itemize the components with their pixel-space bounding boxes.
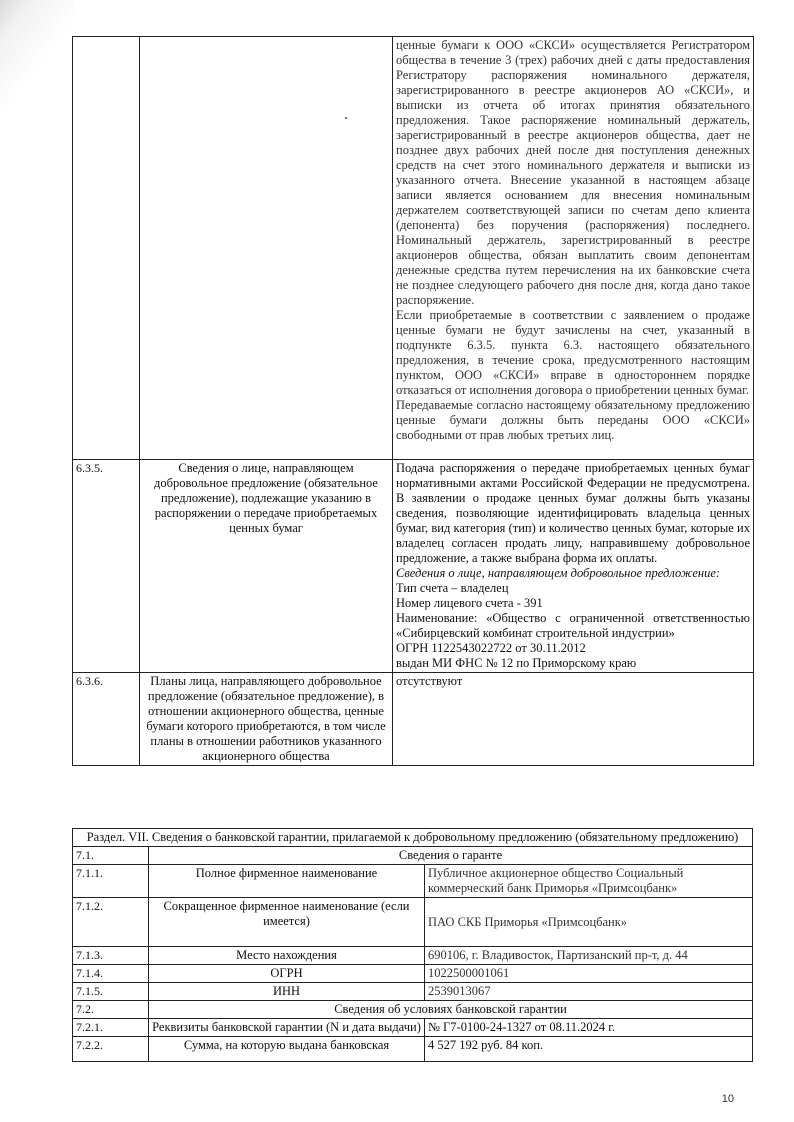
row-value: № Г7-0100-24-1327 от 08.11.2024 г. — [425, 1019, 753, 1037]
table-row — [73, 1019, 753, 1037]
row-number: 7.1.4. — [73, 965, 149, 983]
row-label: Сумма, на которую выдана банковская — [149, 1037, 425, 1062]
table-row — [73, 1037, 753, 1062]
table-row — [73, 673, 754, 766]
row-value: отсутствуют — [393, 673, 754, 766]
securities-terms-table — [72, 36, 754, 766]
section-title: Раздел. VII. Сведения о банковской гарантии, прилагаемой к добровольному предложению (обязательному предложению) — [73, 829, 753, 847]
row-number: 7.1.3. — [73, 947, 149, 965]
row-number: 7.2.1. — [73, 1019, 149, 1037]
continuation-label-cell — [140, 37, 393, 460]
row-label: Реквизиты банковской гарантии (N и дата выдачи) — [149, 1019, 425, 1037]
account-type: Тип счета – владелец — [396, 581, 509, 595]
subsection-heading: Сведения об условиях банковской гарантии — [149, 1001, 753, 1019]
row-value: 690106, г. Владивосток, Партизанский пр-т, д. 44 — [425, 947, 753, 965]
row-label: Сведения о лице, направляющем добровольное предложение (обязательное предложение), подлежащие указанию в распоряжении о передаче приобретаемых ценных бумаг — [140, 460, 393, 673]
row-label: ИНН — [149, 983, 425, 1001]
table-row — [73, 460, 754, 673]
continuation-paragraph-2: Если приобретаемые в соответствии с заявлением о продаже ценные бумаги не будут зачислены на счет, указанный в подпункте 6.3.5. пункта 6.3. настоящего обязательного предложения, в течение срока, предусмотренного настоящим пунктом, ООО «СКСИ» вправе в одностороннем порядке отказаться от исполнения договора о приобретении ценных бумаг. — [396, 308, 750, 397]
continuation-num-cell — [73, 37, 140, 460]
account-number: Номер лицевого счета - 391 — [396, 596, 543, 610]
row-label: Место нахождения — [149, 947, 425, 965]
row-number: 7.2. — [73, 1001, 149, 1019]
page-number: 10 — [721, 1093, 734, 1105]
table-row — [73, 947, 753, 965]
row-label: ОГРН — [149, 965, 425, 983]
row-label: Сокращенное фирменное наименование (если имеется) — [149, 898, 425, 947]
value-italic-heading: Сведения о лице, направляющем добровольное предложение: — [396, 566, 721, 580]
company-name: Наименование: «Общество с ограниченной ответственностью «Сибирцевский комбинат строительной индустрии» — [396, 611, 750, 640]
table-row — [73, 898, 753, 947]
ogrn-line: ОГРН 1122543022722 от 30.11.2012 — [396, 641, 586, 655]
table-row — [73, 865, 753, 898]
value-paragraph: Подача распоряжения о передаче приобретаемых ценных бумаг нормативными актами Российской Федерации не предусмотрена. В заявлении о продаже ценных бумаг должны быть указаны сведения, позволяющие идентифицировать владельца ценных бумаг, вид категория (тип) и количество ценных бумаг, которые их владелец согласен продать лицу, направившему добровольное предложение, а также выбрана форма их оплаты. — [396, 461, 750, 565]
section-title-row — [73, 829, 753, 847]
continuation-paragraph-3: Передаваемые согласно настоящему обязательному предложению ценные бумаги должны быть переданы ООО «СКСИ» свободными от прав любых третьих лиц. — [396, 398, 750, 442]
continuation-value-cell — [393, 37, 754, 460]
issued-by-line: выдан МИ ФНС № 12 по Приморскому краю — [396, 656, 637, 670]
row-value: 2539013067 — [425, 983, 753, 1001]
row-label: Планы лица, направляющего добровольное предложение (обязательное предложение), в отношении акционерного общества, ценные бумаги которого приобретаются, в том числе планы в отношении работников указанного акционерного общества — [140, 673, 393, 766]
table-row — [73, 1001, 753, 1019]
row-number: 7.1.5. — [73, 983, 149, 1001]
table-row — [73, 847, 753, 865]
table-row — [73, 965, 753, 983]
table-row — [73, 983, 753, 1001]
row-number: 7.2.2. — [73, 1037, 149, 1062]
row-number: 6.3.6. — [73, 673, 140, 766]
bank-guarantee-table — [72, 828, 753, 1062]
row-value: 4 527 192 руб. 84 коп. — [425, 1037, 753, 1062]
row-value — [393, 460, 754, 673]
row-number: 7.1.1. — [73, 865, 149, 898]
row-number: 7.1. — [73, 847, 149, 865]
row-number: 7.1.2. — [73, 898, 149, 947]
row-value: Публичное акционерное общество Социальный коммерческий банк Приморья «Примсоцбанк» — [425, 865, 753, 898]
row-value: ПАО СКБ Приморья «Примсоцбанк» — [425, 898, 753, 947]
row-number: 6.3.5. — [73, 460, 140, 673]
row-value: 1022500001061 — [425, 965, 753, 983]
subsection-heading: Сведения о гаранте — [149, 847, 753, 865]
row-label: Полное фирменное наименование — [149, 865, 425, 898]
table-row — [73, 37, 754, 460]
continuation-paragraph-1: ценные бумаги к ООО «СКСИ» осуществляется Регистратором общества в течение 3 (трех) рабочих дней с даты предоставления Регистратору распоряжения номинального держателя, зарегистрированного в реестре акционеров АО «СКСИ», и выписки из отчета об итогах принятия обязательного предложения. Такое распоряжение номинальный держатель, зарегистрированный в реестре акционеров общества, дает не позднее двух рабочих дней после дня поступления денежных средств на счет этого номинального держателя и выписки из указанного отчета. Внесение указанной в настоящем абзаце записи является основанием для внесения номинальным держателем соответствующей записи по счетам депо клиента (депонента) без поручения (распоряжения) последнего. Номинальный держатель, зарегистрированный в реестре акционеров общества, обязан выплатить своим депонентам денежные средства путем перечисления на их банковские счета не позднее следующего рабочего дня после дня, когда дано такое распоряжение. — [396, 38, 750, 307]
